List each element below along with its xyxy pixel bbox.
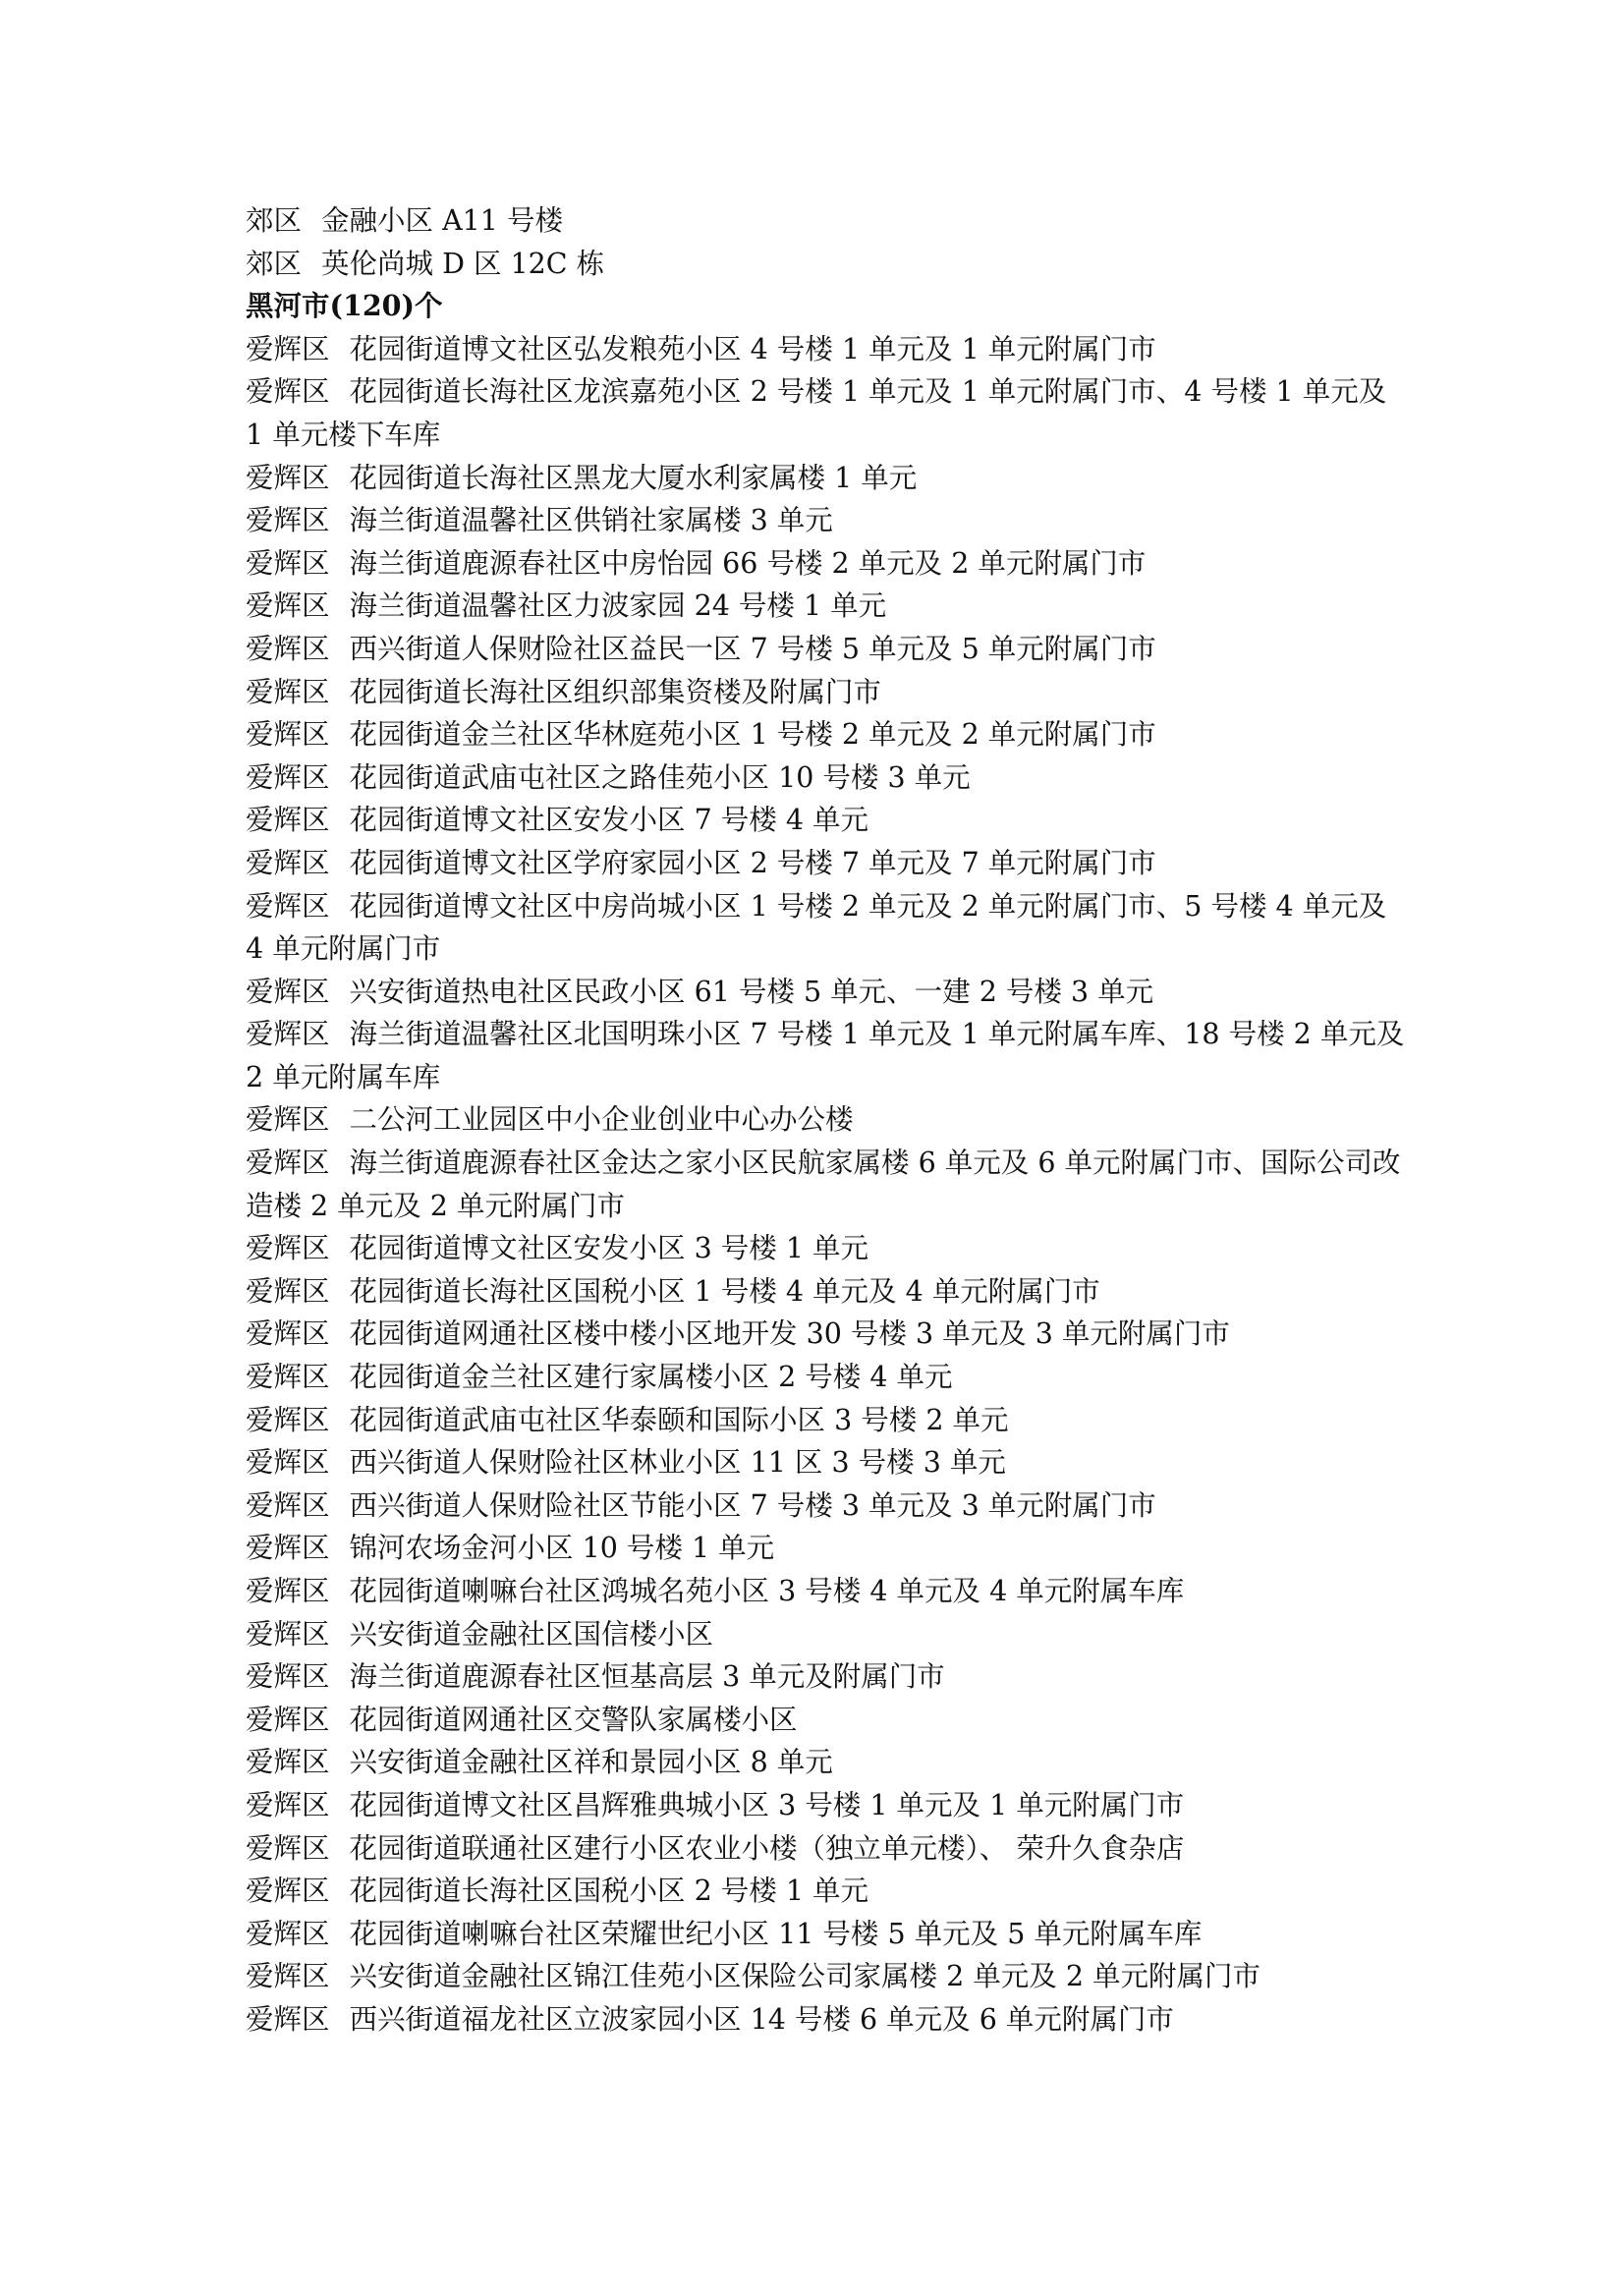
list-item	[246, 1313, 1405, 1356]
location-text: 海兰街道温馨社区北国明珠小区 7 号楼 1 单元及 1 单元附属车库、18 号楼 2 单元及 2 单元附属车库	[246, 1018, 1405, 1093]
list-item	[246, 1699, 1405, 1742]
location-text: 金融小区 A11 号楼	[321, 204, 563, 237]
location-text: 花园街道博文社区中房尚城小区 1 号楼 2 单元及 2 单元附属门市、5 号楼 4 单元及 4 单元附属门市	[246, 889, 1387, 966]
district-label: 爱辉区	[246, 504, 330, 537]
district-label: 爱辉区	[246, 1317, 330, 1351]
district-label: 爱辉区	[246, 975, 330, 1008]
list-item	[246, 542, 1405, 586]
district-label: 爱辉区	[246, 1575, 330, 1607]
location-text: 花园街道博文社区昌辉雅典城小区 3 号楼 1 单元及 1 单元附属门市	[349, 1788, 1185, 1821]
location-text: 西兴街道人保财险社区节能小区 7 号楼 3 单元及 3 单元附属门市	[349, 1488, 1156, 1522]
location-text: 西兴街道福龙社区立波家园小区 14 号楼 6 单元及 6 单元附属门市	[349, 2002, 1174, 2036]
district-label: 爱辉区	[246, 1446, 330, 1480]
location-text: 英伦尚城 D 区 12C 栋	[321, 247, 605, 280]
location-text: 兴安街道金融社区国信楼小区	[349, 1617, 714, 1651]
location-text: 花园街道博文社区安发小区 7 号楼 4 单元	[349, 804, 869, 837]
district-label: 爱辉区	[246, 1103, 330, 1137]
location-text: 兴安街道热电社区民政小区 61 号楼 5 单元、一建 2 号楼 3 单元	[349, 975, 1154, 1008]
list-item	[246, 243, 1405, 286]
list-item	[246, 499, 1405, 542]
list-item	[246, 1484, 1405, 1528]
location-text: 西兴街道人保财险社区益民一区 7 号楼 5 单元及 5 单元附属门市	[349, 632, 1156, 665]
list-item	[246, 971, 1405, 1014]
district-label: 爱辉区	[246, 804, 330, 837]
district-label: 爱辉区	[246, 1274, 330, 1308]
district-label: 爱辉区	[246, 1788, 330, 1821]
location-text: 花园街道武庙屯社区华泰颐和国际小区 3 号楼 2 单元	[349, 1403, 1009, 1436]
location-text: 花园街道长海社区国税小区 1 号楼 4 单元及 4 单元附属门市	[349, 1274, 1100, 1308]
district-label: 爱辉区	[246, 846, 330, 879]
list-item	[246, 1998, 1405, 2042]
district-label: 爱辉区	[246, 1488, 330, 1522]
list-item	[246, 1399, 1405, 1442]
list-item	[246, 1356, 1405, 1399]
district-label: 爱辉区	[246, 889, 330, 923]
location-text: 二公河工业园区中小企业创业中心办公楼	[349, 1103, 854, 1137]
location-text: 花园街道长海社区国税小区 2 号楼 1 单元	[349, 1875, 869, 1908]
list-item	[246, 1613, 1405, 1656]
location-text: 花园街道长海社区龙滨嘉苑小区 2 号楼 1 单元及 1 单元附属门市、4 号楼 1 单元及 1 单元楼下车库	[246, 375, 1387, 451]
list-item	[246, 328, 1405, 371]
district-label: 爱辉区	[246, 760, 330, 794]
district-label: 爱辉区	[246, 546, 330, 580]
location-text: 花园街道网通社区交警队家属楼小区	[349, 1703, 798, 1736]
district-label: 郊区	[246, 247, 303, 280]
district-label: 爱辉区	[246, 589, 330, 623]
location-text: 花园街道博文社区弘发粮苑小区 4 号楼 1 单元及 1 单元附属门市	[349, 332, 1156, 365]
district-label: 爱辉区	[246, 1361, 330, 1394]
list-item	[246, 1441, 1405, 1484]
district-label: 爱辉区	[246, 1403, 330, 1436]
location-text: 花园街道长海社区组织部集资楼及附属门市	[349, 675, 882, 708]
district-label: 爱辉区	[246, 1875, 330, 1908]
list-item	[246, 1827, 1405, 1871]
location-text: 花园街道博文社区学府家园小区 2 号楼 7 单元及 7 单元附属门市	[349, 846, 1156, 879]
district-label: 爱辉区	[246, 675, 330, 708]
list-item	[246, 1784, 1405, 1827]
list-item	[246, 199, 1405, 243]
list-item	[246, 1913, 1405, 1956]
list-item	[246, 1013, 1405, 1098]
location-text: 兴安街道金融社区祥和景园小区 8 单元	[349, 1746, 833, 1779]
list-item	[246, 585, 1405, 628]
district-label: 爱辉区	[246, 461, 330, 494]
district-label: 爱辉区	[246, 1960, 330, 1993]
list-item	[246, 1570, 1405, 1613]
list-item	[246, 1142, 1405, 1227]
list-item	[246, 1655, 1405, 1699]
location-text: 花园街道金兰社区建行家属楼小区 2 号楼 4 单元	[349, 1361, 953, 1394]
document-page	[246, 199, 1405, 2042]
location-text: 兴安街道金融社区锦江佳苑小区保险公司家属楼 2 单元及 2 单元附属门市	[349, 1960, 1261, 1993]
section-heading: 黑河市(120)个	[246, 289, 443, 323]
list-item	[246, 457, 1405, 500]
location-text: 海兰街道鹿源春社区中房怡园 66 号楼 2 单元及 2 单元附属门市	[349, 546, 1147, 580]
list-item	[246, 885, 1405, 971]
location-text: 花园街道武庙屯社区之路佳苑小区 10 号楼 3 单元	[349, 760, 971, 794]
district-label: 爱辉区	[246, 1703, 330, 1736]
district-label: 爱辉区	[246, 2002, 330, 2036]
list-item	[246, 713, 1405, 756]
location-text: 海兰街道温馨社区供销社家属楼 3 单元	[349, 504, 833, 537]
list-item	[246, 1098, 1405, 1142]
list-item	[246, 1527, 1405, 1570]
list-item	[246, 671, 1405, 714]
district-label: 爱辉区	[246, 1617, 330, 1651]
district-label: 爱辉区	[246, 1147, 330, 1180]
location-text: 花园街道长海社区黑龙大厦水利家属楼 1 单元	[349, 461, 918, 494]
location-text: 锦河农场金河小区 10 号楼 1 单元	[349, 1532, 775, 1565]
district-label: 爱辉区	[246, 375, 330, 409]
district-label: 爱辉区	[246, 1660, 330, 1694]
location-text: 花园街道金兰社区华林庭苑小区 1 号楼 2 单元及 2 单元附属门市	[349, 718, 1156, 752]
district-label: 爱辉区	[246, 332, 330, 365]
location-text: 花园街道博文社区安发小区 3 号楼 1 单元	[349, 1232, 869, 1265]
district-label: 爱辉区	[246, 1746, 330, 1779]
list-item	[246, 1870, 1405, 1913]
location-text: 海兰街道鹿源春社区恒基高层 3 单元及附属门市	[349, 1660, 945, 1694]
list-item	[246, 799, 1405, 842]
location-text: 花园街道联通社区建行小区农业小楼（独立单元楼）、 荣升久食杂店	[349, 1831, 1185, 1865]
location-text: 花园街道网通社区楼中楼小区地开发 30 号楼 3 单元及 3 单元附属门市	[349, 1317, 1230, 1351]
district-label: 爱辉区	[246, 1532, 330, 1565]
location-text: 海兰街道鹿源春社区金达之家小区民航家属楼 6 单元及 6 单元附属门市、国际公司改造楼 2 单元及 2 单元附属门市	[246, 1147, 1401, 1222]
list-item	[246, 1955, 1405, 1998]
list-item	[246, 1741, 1405, 1784]
entry-list	[246, 328, 1405, 2042]
list-item	[246, 1227, 1405, 1270]
district-label: 爱辉区	[246, 1831, 330, 1865]
location-text: 海兰街道温馨社区力波家园 24 号楼 1 单元	[349, 589, 887, 623]
intro-list	[246, 199, 1405, 285]
district-label: 爱辉区	[246, 1232, 330, 1265]
district-label: 爱辉区	[246, 1018, 330, 1051]
district-label: 爱辉区	[246, 1917, 330, 1950]
location-text: 花园街道喇嘛台社区荣耀世纪小区 11 号楼 5 单元及 5 单元附属车库	[349, 1917, 1203, 1950]
district-label: 爱辉区	[246, 632, 330, 665]
list-item	[246, 1270, 1405, 1314]
location-text: 花园街道喇嘛台社区鸿城名苑小区 3 号楼 4 单元及 4 单元附属车库	[349, 1575, 1185, 1607]
district-label: 爱辉区	[246, 718, 330, 752]
district-label: 郊区	[246, 204, 303, 237]
list-item	[246, 628, 1405, 671]
list-item	[246, 370, 1405, 456]
list-item	[246, 842, 1405, 885]
location-text: 西兴街道人保财险社区林业小区 11 区 3 号楼 3 单元	[349, 1446, 1006, 1480]
list-item	[246, 756, 1405, 800]
